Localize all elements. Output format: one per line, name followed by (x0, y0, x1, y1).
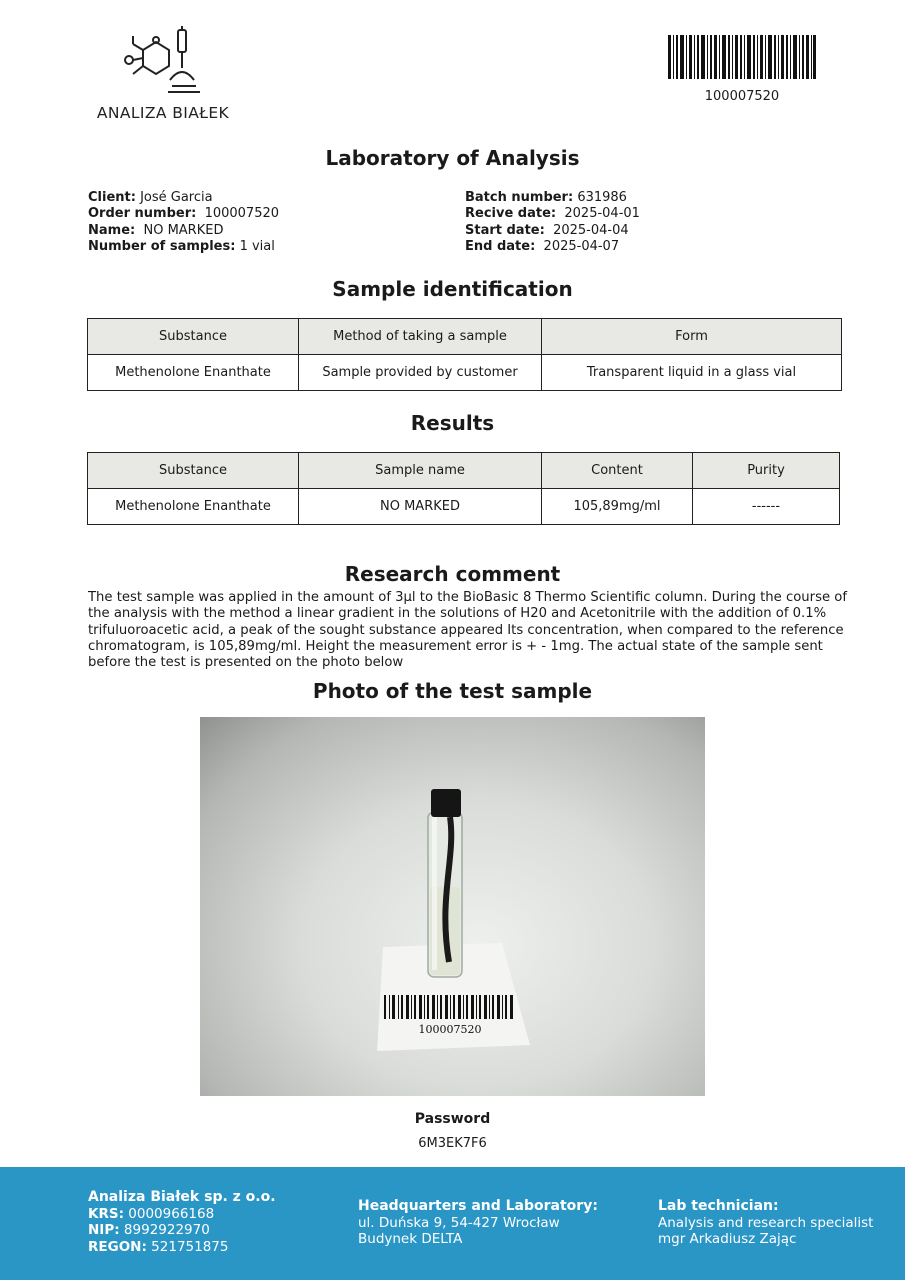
table-row (88, 355, 842, 391)
start-value: 2025-04-04 (553, 222, 629, 238)
regon-value: 521751875 (151, 1238, 229, 1255)
results-table (87, 452, 840, 525)
footer-technician (658, 1198, 873, 1248)
samples-row: Number of samples: 1 vial (88, 238, 275, 254)
order-value: 100007520 (204, 206, 280, 222)
barcode-image (668, 35, 816, 79)
hq-building: Budynek DELTA (358, 1231, 463, 1247)
tech-title: Lab technician: (658, 1198, 779, 1214)
table-header-row (88, 453, 840, 489)
table-cell: NO MARKED (299, 489, 542, 525)
order-row: Order number: 100007520 (88, 206, 280, 222)
end-row: End date: 2025-04-07 (465, 238, 620, 254)
tech-name: mgr Arkadiusz Zając (658, 1231, 797, 1247)
receive-value: 2025-04-01 (564, 206, 640, 222)
client-value: José Garcia (140, 190, 213, 205)
sample-photo (200, 717, 705, 1096)
page-title: Laboratory of Analysis (325, 146, 580, 170)
samples-value: 1 vial (239, 238, 275, 254)
table-cell: Methenolone Enanthate (88, 489, 299, 525)
info-right (465, 190, 825, 255)
vial-photo-image (200, 717, 705, 1096)
end-value: 2025-04-07 (543, 238, 620, 254)
client-row: Client: José Garcia (88, 190, 213, 205)
krs-value: 0000966168 (128, 1205, 215, 1222)
header-cell: Purity (693, 453, 840, 489)
header-cell: Sample name (299, 453, 542, 489)
header-cell: Form (542, 319, 842, 355)
password-label: Password (414, 1111, 491, 1127)
table-cell: Methenolone Enanthate (88, 355, 299, 391)
sample-identification-table (87, 318, 842, 391)
header-cell: Method of taking a sample (299, 319, 542, 355)
header-cell: Substance (88, 453, 299, 489)
table-row (88, 489, 840, 525)
table-cell: Transparent liquid in a glass vial (542, 355, 842, 391)
password-value: 6M3EK7F6 (418, 1136, 487, 1151)
results-title: Results (410, 411, 495, 435)
footer-company: Analiza Białek sp. z o.o. KRS: 0000966168 NIP: 8992922970 REGON: 521751875 (88, 1189, 276, 1255)
barcode-number: 100007520 (704, 89, 780, 104)
nip-value: 8992922970 (123, 1222, 210, 1238)
header-cell: Substance (88, 319, 299, 355)
tech-role: Analysis and research specialist (658, 1214, 874, 1231)
batch-value: 631986 (577, 190, 627, 205)
sample-identification-title: Sample identification (332, 277, 573, 301)
company-name: Analiza Białek sp. z o.o. (88, 1189, 276, 1205)
hq-address: ul. Duńska 9, 54-427 Wrocław (358, 1214, 560, 1231)
table-header-row (88, 319, 842, 355)
header-cell: Content (542, 453, 693, 489)
table-cell: ------ (693, 489, 840, 525)
name-value: NO MARKED (143, 222, 224, 238)
table-cell: Sample provided by customer (299, 355, 542, 391)
footer-headquarters (358, 1198, 598, 1248)
logo-text: ANALIZA BIAŁEK (96, 104, 230, 122)
research-comment-title: Research comment (344, 562, 561, 586)
receive-row: Recive date: 2025-04-01 (465, 206, 640, 222)
label-number: 100007520 (418, 1023, 482, 1036)
start-row: Start date: 2025-04-04 (465, 222, 629, 238)
company-logo (88, 24, 238, 124)
info-left (88, 190, 448, 255)
name-row: Name: NO MARKED (88, 222, 224, 238)
hq-title: Headquarters and Laboratory: (358, 1198, 598, 1214)
footer (0, 1167, 905, 1280)
photo-title: Photo of the test sample (312, 679, 593, 703)
molecule-microscope-icon (88, 24, 238, 104)
research-comment-text: The test sample was applied in the amount of 3µl to the BioBasic 8 Thermo Scientific column. During the course of the analysis with the method a linear gradient in the solutions of H20 and Acetonitrile with the addition of 0.1% trifuluoroacetic acid, a peak of the sought substance appeared Its concentration, when compared to the reference chromatogram, is 105,89mg/ml. Height the measurement error is + - 1mg. The actual state of the sample sent before the test is presented on the photo below (88, 590, 847, 671)
batch-row: Batch number: 631986 (465, 190, 627, 205)
table-cell: 105,89mg/ml (542, 489, 693, 525)
